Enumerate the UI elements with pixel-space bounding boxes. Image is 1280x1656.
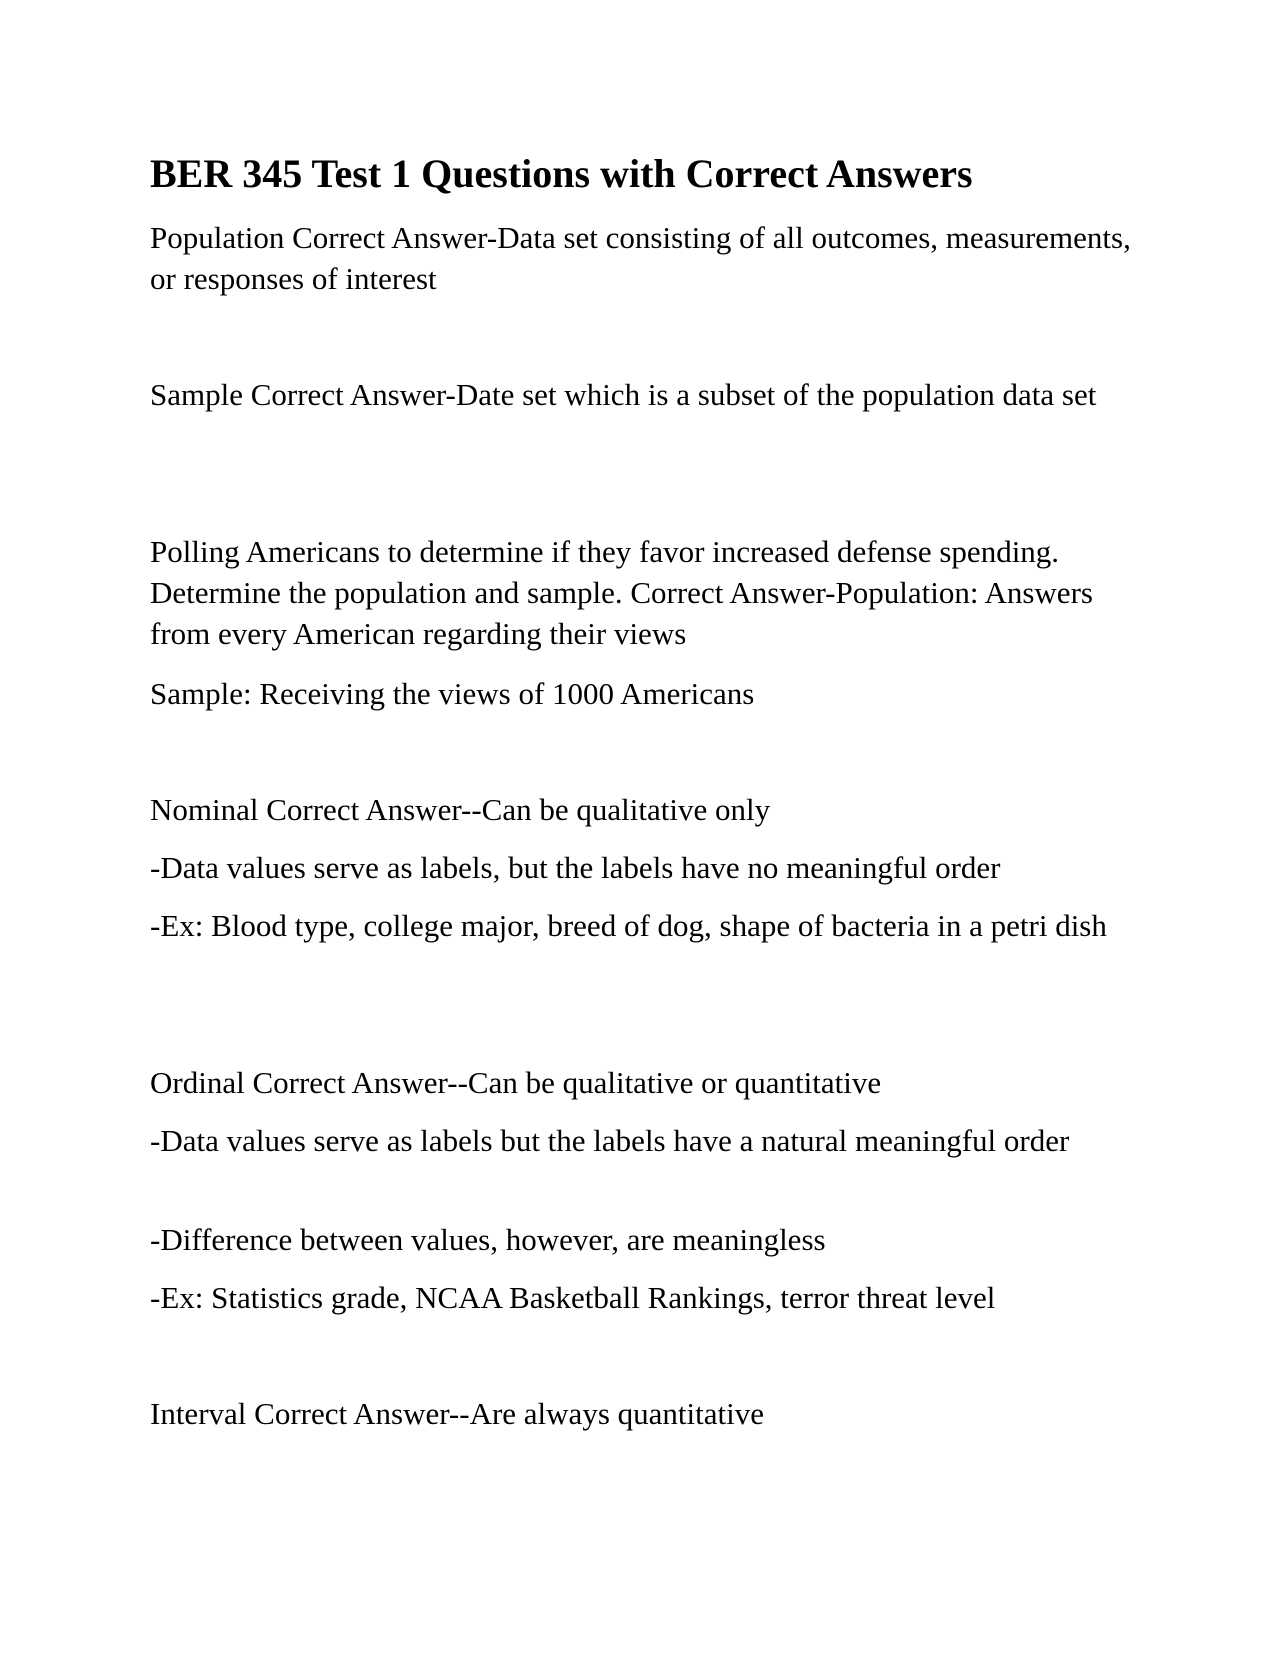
paragraph-nominal-example: -Ex: Blood type, college major, breed of dog, shape of bacteria in a petri dish	[150, 908, 1107, 943]
paragraph-nominal: Nominal Correct Answer--Can be qualitative only	[150, 792, 771, 827]
paragraph-ordinal: Ordinal Correct Answer--Can be qualitative or quantitative	[150, 1065, 882, 1100]
paragraph-population: Population Correct Answer-Data set consisting of all outcomes, measurements, or responses of interest	[150, 220, 1131, 296]
paragraph-interval: Interval Correct Answer--Are always quantitative	[150, 1396, 764, 1431]
document-title: BER 345 Test 1 Questions with Correct Answers	[150, 151, 973, 196]
paragraph-sample: Sample Correct Answer-Date set which is a subset of the population data set	[150, 377, 1097, 412]
paragraph-nominal-labels: -Data values serve as labels, but the labels have no meaningful order	[150, 850, 1001, 885]
paragraph-ordinal-example: -Ex: Statistics grade, NCAA Basketball Rankings, terror threat level	[150, 1280, 996, 1315]
paragraph-ordinal-labels: -Data values serve as labels but the labels have a natural meaningful order	[150, 1123, 1070, 1158]
paragraph-ordinal-difference: -Difference between values, however, are meaningless	[150, 1222, 826, 1257]
paragraph-polling-question: Polling Americans to determine if they favor increased defense spending. Determine the population and sample. Correct Answer-Population: Answers from every American regarding their views	[150, 534, 1093, 651]
paragraph-polling-sample: Sample: Receiving the views of 1000 Americans	[150, 676, 755, 711]
